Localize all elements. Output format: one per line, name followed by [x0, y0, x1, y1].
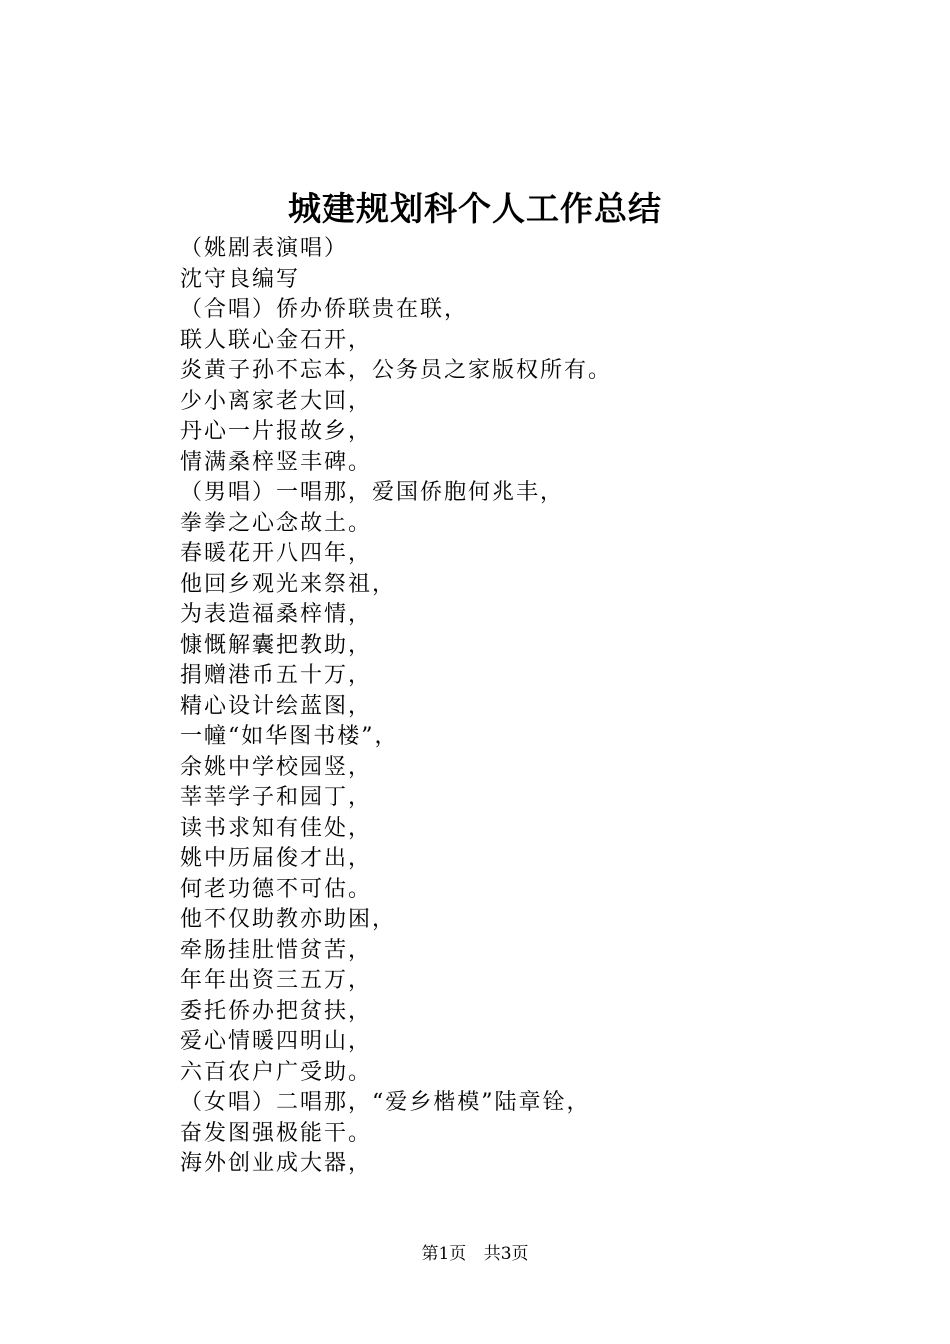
- text-line: 情满桑梓竖丰碑。: [180, 449, 373, 475]
- text-line: （女唱）二唱那，“爱乡楷模”陆章铨，: [180, 1090, 591, 1115]
- text-line: 慷慨解囊把教助，: [180, 632, 373, 658]
- page-number: 第1页: [421, 1244, 467, 1264]
- text-line: 为表造福桑梓情，: [180, 602, 373, 627]
- text-line: （男唱）一唱那，爱国侨胞何兆丰，: [180, 480, 565, 505]
- text-line: 他不仅助教亦助困，: [180, 907, 397, 932]
- text-line: 莘莘学子和园丁，: [180, 785, 373, 810]
- text-line: 一幢“如华图书楼”，: [180, 724, 399, 749]
- document-title: 城建规划科个人工作总结: [288, 189, 662, 228]
- text-line: 委托侨办把贫扶，: [180, 998, 373, 1024]
- text-line: 余姚中学校园竖，: [180, 754, 373, 780]
- text-line: 何老功德不可估。: [180, 876, 373, 902]
- text-line: 读书求知有佳处，: [180, 815, 373, 841]
- text-line: 捐赠港币五十万，: [180, 663, 373, 688]
- text-line: 奋发图强极能干。: [180, 1120, 373, 1146]
- text-line: 丹心一片报故乡，: [180, 419, 373, 444]
- text-line: 炎黄子孙不忘本，公务员之家版权所有。: [180, 358, 613, 383]
- page-footer: [0, 1242, 950, 1266]
- text-line: 姚中历届俊才出，: [180, 846, 373, 871]
- document-body: [180, 234, 880, 1180]
- page-total: 共3页: [483, 1244, 529, 1264]
- text-line: 沈守良编写: [180, 266, 301, 292]
- text-line: 拳拳之心念故土。: [180, 510, 373, 536]
- text-line: 少小离家老大回，: [180, 388, 373, 414]
- text-line: 年年出资三五万，: [180, 968, 373, 993]
- text-line: 六百农户广受助。: [180, 1059, 373, 1085]
- text-line: 牵肠挂肚惜贫苦，: [180, 937, 373, 963]
- text-line: 联人联心金石开，: [180, 327, 373, 353]
- text-line: （合唱）侨办侨联贵在联，: [180, 297, 469, 322]
- text-line: 海外创业成大器，: [180, 1151, 373, 1176]
- text-line: 春暖花开八四年，: [180, 541, 373, 566]
- text-line: 他回乡观光来祭祖，: [180, 571, 397, 597]
- text-line: 爱心情暖四明山，: [180, 1029, 373, 1054]
- text-line: （姚剧表演唱）: [180, 236, 349, 261]
- text-line: 精心设计绘蓝图，: [180, 693, 373, 719]
